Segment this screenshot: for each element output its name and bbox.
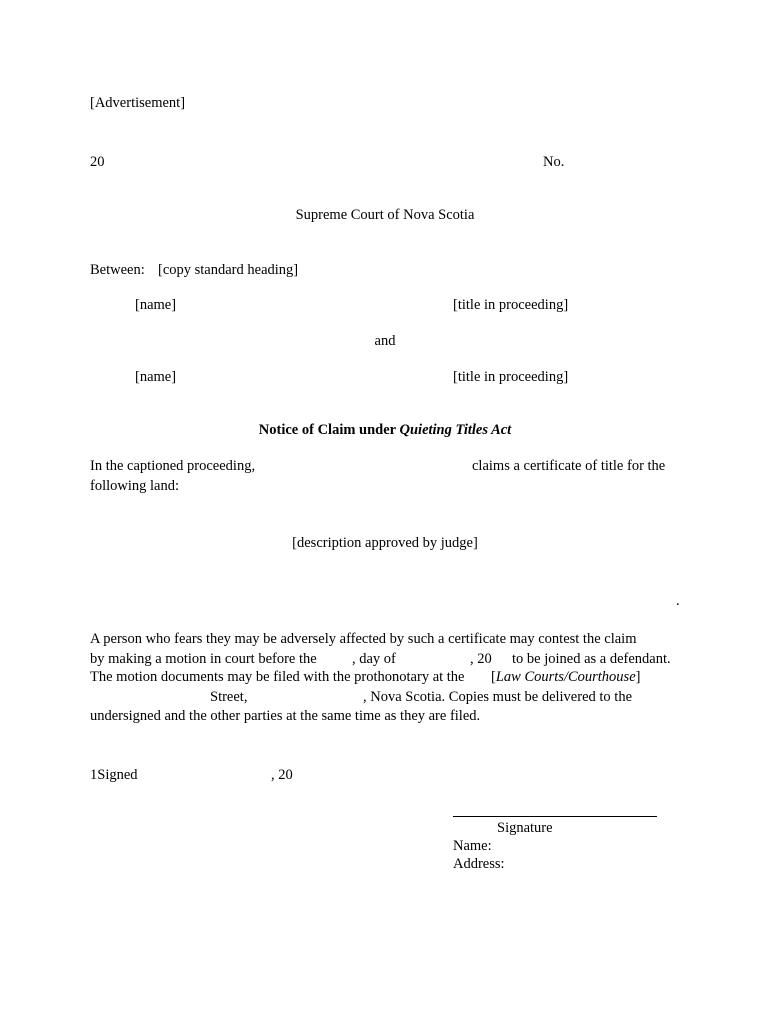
- description-period: .: [676, 593, 680, 609]
- motion-line2-c: , 20: [470, 651, 492, 667]
- signed-year: , 20: [271, 767, 293, 783]
- claim-line1-part1: In the captioned proceeding,: [90, 458, 256, 474]
- party1-title: [title in proceeding]: [453, 297, 569, 313]
- number-label: No.: [543, 154, 565, 170]
- motion-line2-b: , day of: [352, 651, 396, 667]
- bracket-close: ]: [635, 669, 641, 685]
- motion-line2-d: to be joined as a defendant.: [512, 651, 671, 667]
- signature-label: Signature: [497, 820, 553, 836]
- motion-line5: undersigned and the other parties at the same time as they are filed.: [90, 708, 481, 724]
- and-label: and: [374, 333, 396, 349]
- year-prefix: 20: [90, 154, 105, 170]
- motion-line1: A person who fears they may be adversely affected by such a certificate may contest the claim: [90, 631, 637, 647]
- claim-line2: following land:: [90, 478, 180, 494]
- courthouse-placeholder: Law Courts/Courthouse: [495, 669, 636, 685]
- between-label: Between:: [90, 262, 145, 278]
- signature-line: [453, 816, 657, 817]
- notice-title-italic: Quieting Titles Act: [399, 422, 512, 438]
- motion-line2-a: by making a motion in court before the: [90, 651, 317, 667]
- party1-name: [name]: [135, 297, 177, 313]
- party2-name: [name]: [135, 369, 177, 385]
- between-note: [copy standard heading]: [158, 262, 299, 278]
- notice-title-plain: Notice of Claim under: [258, 422, 400, 438]
- signature-address-label: Address:: [453, 856, 505, 872]
- claim-line1-part2: claims a certificate of title for the: [472, 458, 666, 474]
- motion-line3-a: The motion documents may be filed with the prothonotary at the: [90, 669, 465, 685]
- motion-line4-b: , Nova Scotia. Copies must be delivered to the: [363, 689, 633, 705]
- notice-title: [0, 421, 770, 439]
- motion-line3-courthouse: [491, 668, 640, 686]
- motion-line4-a: Street,: [210, 689, 248, 705]
- land-description: [description approved by judge]: [292, 535, 478, 551]
- signed-label: 1Signed: [90, 767, 138, 783]
- party2-title: [title in proceeding]: [453, 369, 569, 385]
- bracket-open: [: [491, 669, 496, 685]
- advertisement-label: [Advertisement]: [90, 95, 186, 111]
- signature-name-label: Name:: [453, 838, 492, 854]
- court-name: Supreme Court of Nova Scotia: [295, 207, 475, 223]
